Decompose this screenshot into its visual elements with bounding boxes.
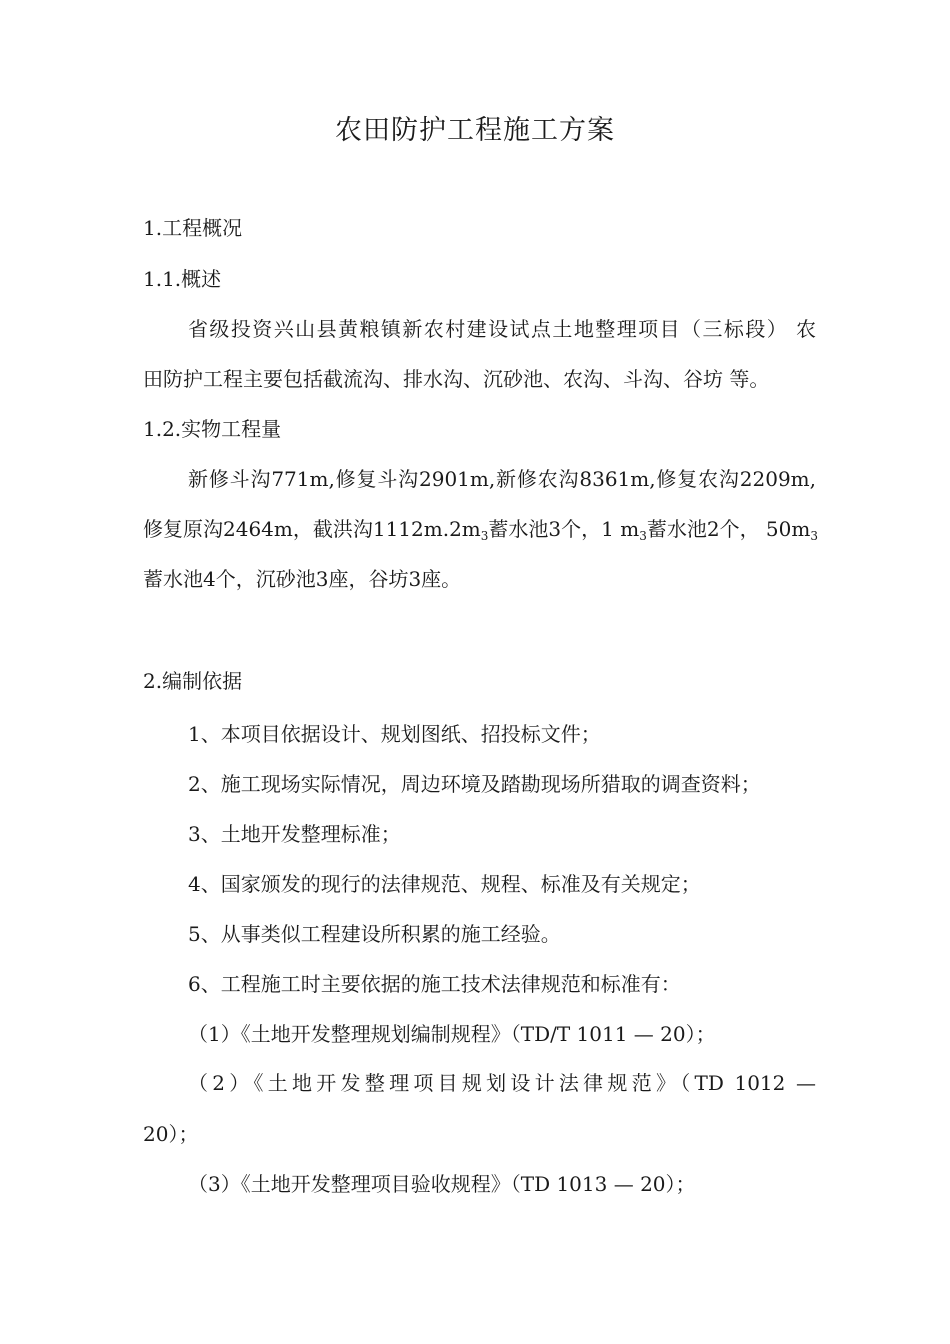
standard-item-2-line-1: （2）《土地开发整理项目规划设计法律规范》（TD 1012 — [188,1071,816,1095]
section-2-heading: 2.编制依据 [143,669,243,693]
standard-item-2-line-2: 20）； [143,1122,199,1146]
cubic-subscript: 3 [480,529,489,543]
standard-item-1: （1）《土地开发整理规划编制规程》（TD/T 1011 — 20）； [188,1022,716,1046]
basis-item: 1、本项目依据设计、规划图纸、招投标文件； [188,722,601,746]
cubic-subscript: 3 [639,529,647,543]
quantities-line-2-part-b: 蓄水池3个，1 m [488,517,640,541]
overview-paragraph-line-1: 省级投资兴山县黄粮镇新农村建设试点土地整理项目（三标段） 农 [188,317,816,341]
quantities-line-3: 蓄水池4个，沉砂池3座，谷坊3座。 [143,567,462,591]
document-title: 农田防护工程施工方案 [335,115,615,146]
overview-paragraph-line-2: 田防护工程主要包括截流沟、排水沟、沉砂池、农沟、斗沟、谷坊 等。 [143,367,770,391]
basis-item: 5、从事类似工程建设所积累的施工经验。 [188,922,561,946]
standard-item-3: （3）《土地开发整理项目验收规程》（TD 1013 — 20）； [188,1172,696,1196]
basis-item: 3、土地开发整理标准； [188,822,401,846]
section-1-2-heading: 1.2.实物工程量 [143,417,282,441]
basis-item: 4、国家颁发的现行的法律规范、规程、标准及有关规定； [188,872,701,896]
quantities-line-2-part-c: 蓄水池2个， 50m [646,517,811,541]
basis-item: 2、施工现场实际情况，周边环境及踏勘现场所猎取的调查资料； [188,772,761,796]
quantities-line-2-part-a: 修复原沟2464m，截洪沟1112m.2m [143,517,481,541]
quantities-line-1: 新修斗沟771m,修复斗沟2901m,新修农沟8361m,修复农沟2209m, [188,467,816,491]
cubic-subscript: 3 [810,529,818,543]
basis-item: 6、工程施工时主要依据的施工技术法律规范和标准有： [188,972,681,996]
section-1-1-heading: 1.1.概述 [143,267,222,291]
section-1-heading: 1.工程概况 [143,216,243,240]
quantities-line-2 [143,514,818,547]
